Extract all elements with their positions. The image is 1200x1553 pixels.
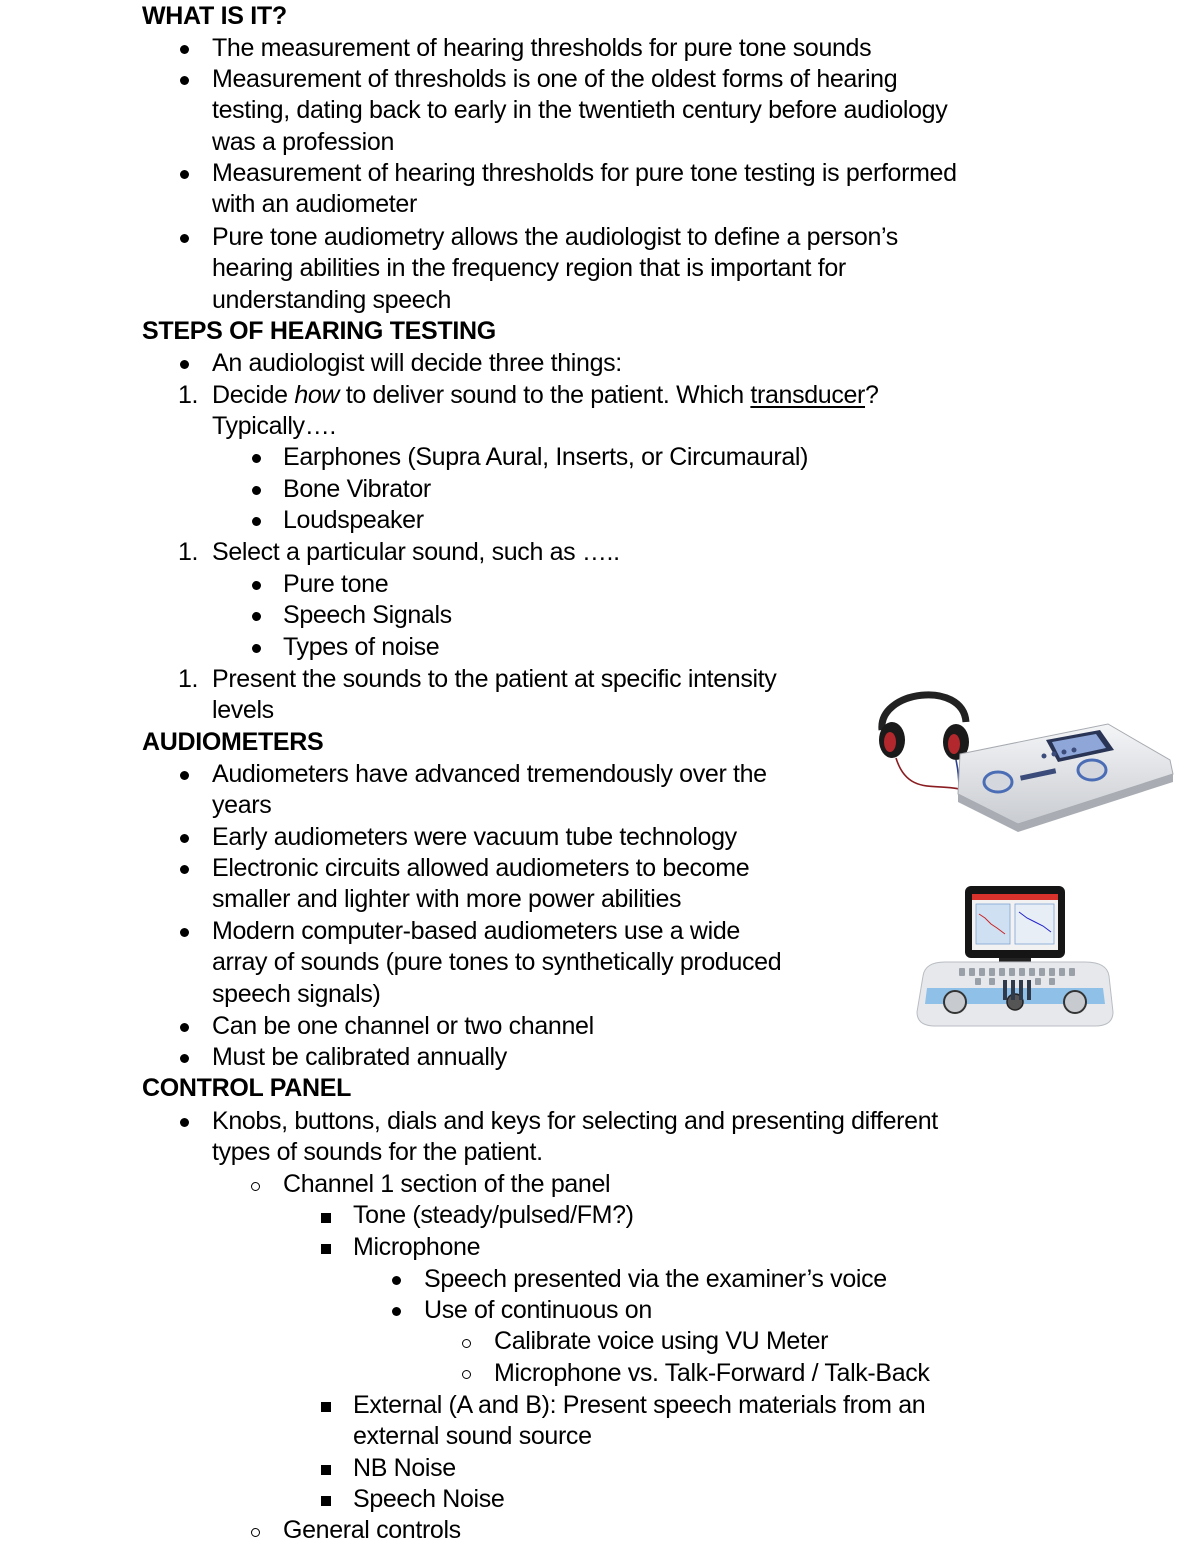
heading-what-is-it: WHAT IS IT? — [142, 2, 287, 30]
circle-marker — [462, 1339, 471, 1348]
list-item: Types of noise — [283, 633, 440, 661]
bullet-marker — [392, 1276, 401, 1285]
bullet-marker — [252, 486, 261, 495]
bullet-marker — [180, 1118, 189, 1127]
list-item: Bone Vibrator — [283, 475, 431, 503]
heading-control-panel: CONTROL PANEL — [142, 1074, 352, 1102]
step-number: 1. — [178, 381, 199, 409]
audiometer-with-headphones-image — [868, 682, 1178, 832]
list-item: Channel 1 section of the panel — [283, 1170, 611, 1198]
list-item: Pure tone — [283, 570, 389, 598]
list-item: Loudspeaker — [283, 506, 424, 534]
bullet-marker — [180, 1054, 189, 1063]
list-item: Speech Signals — [283, 601, 452, 629]
bullet-marker — [252, 644, 261, 653]
list-item: General controls — [283, 1516, 461, 1544]
list-item: Must be calibrated annually — [212, 1043, 507, 1071]
square-marker — [321, 1213, 331, 1223]
bullet-marker — [252, 454, 261, 463]
step-item: Decide how to deliver sound to the patient. Which transducer? Typically…. — [212, 381, 879, 441]
bullet-marker — [180, 76, 189, 85]
list-item: Audiometers have advanced tremendously over the years — [212, 760, 767, 820]
list-item: Tone (steady/pulsed/FM?) — [353, 1201, 634, 1229]
knob-left-icon — [984, 772, 1012, 792]
bullet-marker — [180, 1023, 189, 1032]
list-item: An audiologist will decide three things: — [212, 349, 622, 377]
list-item: Pure tone audiometry allows the audiologist to define a person’s hearing abilities in the frequency region that is important for understanding speech — [212, 223, 898, 314]
list-item: Early audiometers were vacuum tube technology — [212, 823, 737, 851]
list-item: Measurement of hearing thresholds for pure tone testing is performed with an audiometer — [212, 159, 957, 219]
bullet-marker — [252, 517, 261, 526]
bullet-marker — [180, 834, 189, 843]
heading-audiometers: AUDIOMETERS — [142, 728, 324, 756]
bullet-marker — [180, 928, 189, 937]
list-item: Measurement of thresholds is one of the oldest forms of hearing testing, dating back to early in the twentieth century before audiology was a profession — [212, 65, 948, 156]
dial-right-icon — [1064, 991, 1086, 1013]
list-item: NB Noise — [353, 1454, 456, 1482]
square-marker — [321, 1244, 331, 1254]
knob-right-icon — [1078, 760, 1106, 780]
computer-based-audiometer-image — [915, 884, 1115, 1034]
dial-left-icon — [944, 991, 966, 1013]
bullet-marker — [180, 234, 189, 243]
list-item: Electronic circuits allowed audiometers to become smaller and lighter with more power abilities — [212, 854, 750, 914]
list-item: Speech Noise — [353, 1485, 505, 1513]
square-marker — [321, 1465, 331, 1475]
bullet-marker — [180, 45, 189, 54]
list-item: Calibrate voice using VU Meter — [494, 1327, 829, 1355]
circle-marker — [251, 1182, 260, 1191]
bullet-marker — [252, 612, 261, 621]
list-item: Can be one channel or two channel — [212, 1012, 594, 1040]
list-item: Knobs, buttons, dials and keys for selecting and presenting different types of sounds for the patient. — [212, 1107, 938, 1167]
bullet-marker — [180, 865, 189, 874]
list-item: Speech presented via the examiner’s voice — [424, 1265, 887, 1293]
list-item: External (A and B): Present speech materials from an external sound source — [353, 1391, 926, 1451]
list-item: Microphone — [353, 1233, 481, 1261]
bullet-marker — [252, 581, 261, 590]
square-marker — [321, 1402, 331, 1412]
square-marker — [321, 1496, 331, 1506]
circle-marker — [462, 1370, 471, 1379]
list-item: Modern computer-based audiometers use a wide array of sounds (pure tones to synthetically produced speech signals) — [212, 917, 782, 1008]
step-item: Present the sounds to the patient at specific intensity levels — [212, 665, 777, 725]
step-number: 1. — [178, 665, 199, 693]
circle-marker — [251, 1528, 260, 1537]
bullet-marker — [180, 170, 189, 179]
bullet-marker — [180, 360, 189, 369]
list-item: Use of continuous on — [424, 1296, 652, 1324]
bullet-marker — [180, 771, 189, 780]
list-item: The measurement of hearing thresholds for pure tone sounds — [212, 34, 872, 62]
bullet-marker — [392, 1307, 401, 1316]
step-item: Select a particular sound, such as ….. — [212, 538, 620, 566]
transducer-link[interactable]: transducer — [750, 381, 866, 409]
list-item: Microphone vs. Talk-Forward / Talk-Back — [494, 1359, 930, 1387]
list-item: Earphones (Supra Aural, Inserts, or Circumaural) — [283, 443, 809, 471]
heading-steps: STEPS OF HEARING TESTING — [142, 317, 496, 345]
step-number: 1. — [178, 538, 199, 566]
